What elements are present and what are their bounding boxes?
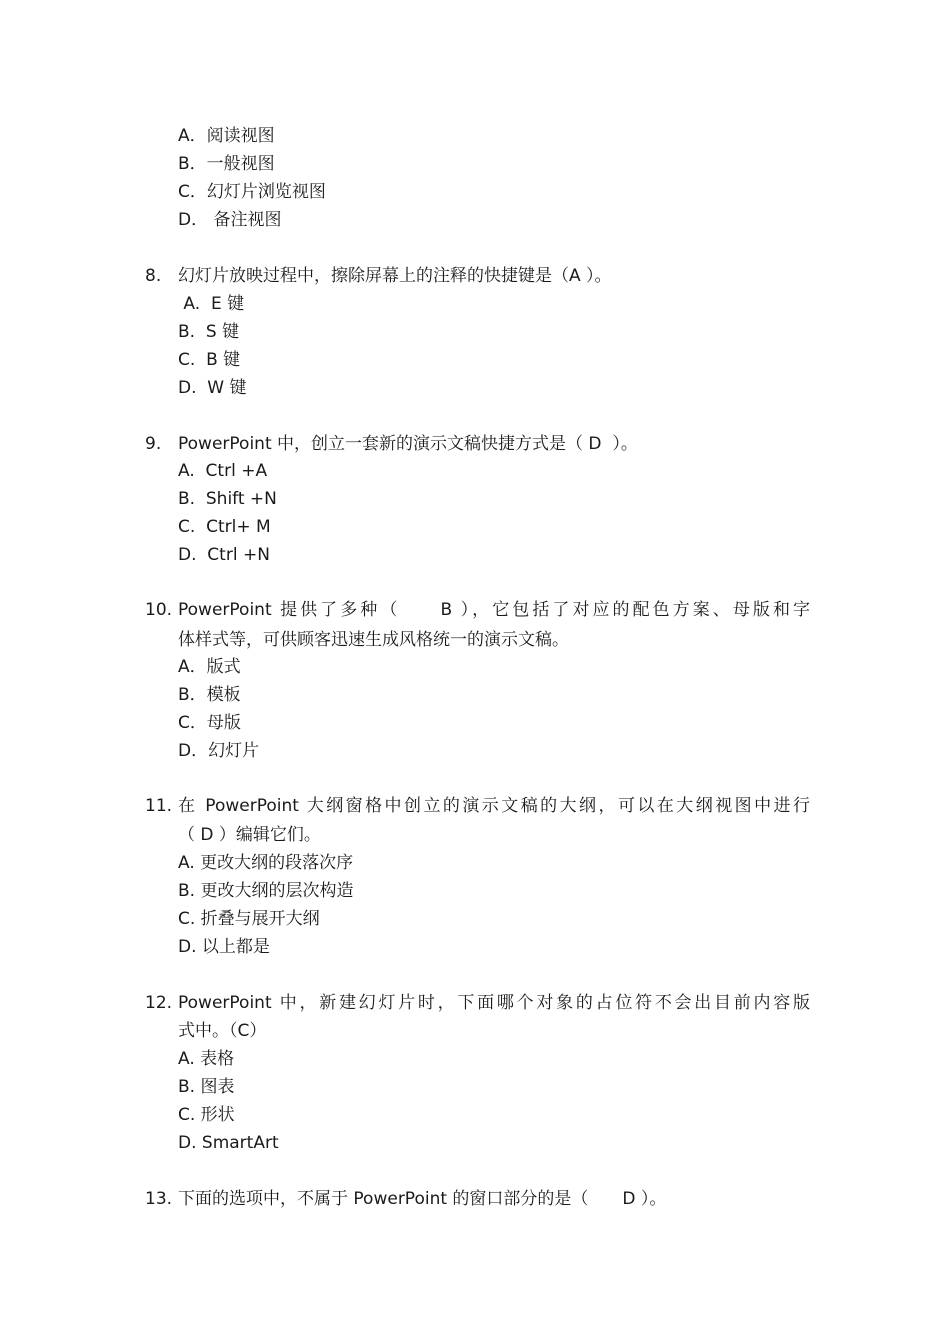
option-c: C. B 键: [178, 350, 241, 370]
option-d: D． 备注视图: [178, 210, 282, 230]
question-text-continued: 体样式等，可供顾客迅速生成风格统一的演示文稿。: [178, 630, 569, 650]
option-d: D. 以上都是: [178, 937, 270, 957]
option-a: A．阅读视图: [178, 126, 275, 146]
question-number: 11.: [145, 796, 173, 816]
option-c: C. Ctrl+ M: [178, 517, 271, 537]
option-c: C. 折叠与展开大纲: [178, 909, 320, 929]
option-c: C．幻灯片浏览视图: [178, 182, 326, 202]
option-b: B. 图表: [178, 1077, 235, 1097]
question-text: 幻灯片放映过程中，擦除屏幕上的注释的快捷键是（A ）。: [178, 266, 612, 286]
option-b: B. Shift +N: [178, 489, 277, 509]
option-b: B. S 键: [178, 322, 240, 342]
question-text-continued: （ D ）编辑它们。: [178, 825, 321, 845]
option-b: B．一般视图: [178, 154, 275, 174]
question-number: 12.: [145, 993, 173, 1013]
option-b: B. 更改大纲的层次构造: [178, 881, 354, 901]
option-d: D. W 键: [178, 378, 247, 398]
option-a: A. 更改大纲的段落次序: [178, 853, 354, 873]
option-b: B．模板: [178, 685, 241, 705]
option-c: C．母版: [178, 713, 241, 733]
option-d: D. SmartArt: [178, 1133, 279, 1153]
question-number: 8.: [145, 266, 162, 286]
option-c: C. 形状: [178, 1105, 235, 1125]
question-number: 9.: [145, 434, 162, 454]
question-text: PowerPoint 提供了多种（ B ），它包括了对应的配色方案、母版和字: [178, 600, 810, 620]
question-text-continued: 式中。（C）: [178, 1021, 267, 1041]
question-text: 下面的选项中，不属于 PowerPoint 的窗口部分的是（ D ）。: [178, 1189, 667, 1209]
question-number: 10.: [145, 600, 173, 620]
question-text: 在 PowerPoint 大纲窗格中创立的演示文稿的大纲，可以在大纲视图中进行: [178, 796, 810, 816]
question-number: 13.: [145, 1189, 173, 1209]
question-text: PowerPoint 中，创立一套新的演示文稿快捷方式是（ D ）。: [178, 434, 638, 454]
option-a: A. Ctrl +A: [178, 461, 268, 481]
question-text: PowerPoint 中，新建幻灯片时，下面哪个对象的占位符不会出目前内容版: [178, 993, 810, 1013]
option-a: A. E 键: [178, 294, 245, 314]
option-d: D．幻灯片: [178, 741, 260, 761]
option-a: A．版式: [178, 657, 241, 677]
option-d: D. Ctrl +N: [178, 545, 270, 565]
option-a: A. 表格: [178, 1049, 235, 1069]
